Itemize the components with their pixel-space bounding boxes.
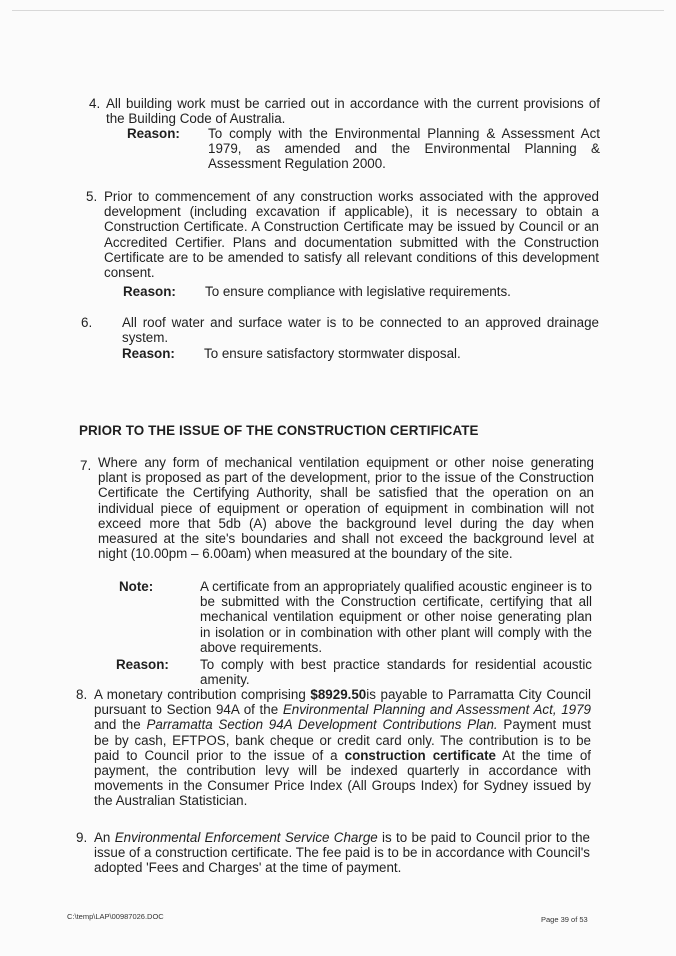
contribution-amount: $8929.50 (310, 687, 367, 702)
top-divider (12, 10, 664, 11)
condition-6-reason-text: To ensure satisfactory stormwater disposal. (204, 346, 461, 361)
condition-5-reason-text: To ensure compliance with legislative requirements. (205, 284, 511, 299)
condition-8-text-3: and the (94, 717, 147, 733)
condition-9-text (94, 830, 590, 876)
condition-7-note-text: A certificate from an appropriately qualified acoustic engineer is to be submitted with the Construction certificate, certifying that all mechanical ventilation equipment or other noise generating plan in isolation or in combination with other plant will comply with the above requirements. (200, 579, 592, 655)
plan-name: Parramatta Section 94A Development Contributions Plan. (146, 717, 498, 733)
condition-8-text-5: At the time of payment, the contribution levy will be indexed quarterly in accordance with movements in the Consumer Price Index (All Groups Index) for Sydney issued by the Australian Statistician. (94, 747, 591, 809)
condition-6-reason-label: Reason: (122, 346, 175, 361)
charge-name: Environmental Enforcement Service Charge (114, 830, 378, 845)
condition-4-text: All building work must be carried out in accordance with the current provisions of the Building Code of Australia. (106, 96, 600, 127)
condition-5-number: 5. (86, 189, 98, 204)
condition-9-number: 9. (76, 830, 88, 845)
condition-6-number: 6. (81, 315, 93, 330)
footer-page-number: Page 39 of 53 (541, 915, 588, 924)
condition-7-number: 7. (80, 458, 92, 473)
condition-5-text: Prior to commencement of any construction works associated with the approved development (including excavation if applicable), it is necessary to obtain a Construction Certificate. A Construction Certificate may be issued by Council or an Accredited Certifier. Plans and documentation submitted with the Construction Certificate are to be amended to satisfy all relevant conditions of this development consent. (104, 189, 599, 281)
condition-8-number: 8. (76, 687, 88, 702)
condition-7-reason-label: Reason: (116, 657, 169, 672)
condition-4-reason-label: Reason: (127, 126, 180, 141)
section-heading: PRIOR TO THE ISSUE OF THE CONSTRUCTION CERTIFICATE (79, 423, 479, 438)
condition-8-text-2: is payable to Parramatta City Council pursuant to Section 94A of the (94, 687, 591, 718)
condition-8-text-1: A monetary contribution comprising (94, 687, 311, 702)
condition-5-reason-label: Reason: (123, 284, 176, 299)
construction-certificate-term: construction certificate (344, 747, 496, 763)
condition-7-text: Where any form of mechanical ventilation equipment or other noise generating plant is proposed as part of the development, prior to the issue of the Construction Certificate the Certifying Authority, shall be satisfied that the operation on an individual piece of equipment or operation of equipment in combination will not exceed more that 5db (A) above the background level during the day when measured at the site's boundaries and shall not exceed the background level at night (10.00pm – 6.00am) when measured at the boundary of the site. (98, 455, 594, 562)
condition-9-text-1: An (94, 830, 115, 845)
condition-6-text: All roof water and surface water is to be connected to an approved drainage system. (122, 315, 599, 346)
condition-4-number: 4. (89, 96, 101, 111)
condition-7-reason-text: To comply with best practice standards for residential acoustic amenity. (200, 657, 592, 688)
act-name: Environmental Planning and Assessment Act, 1979 (282, 702, 591, 718)
condition-9-text-2: is to be paid to Council prior to the issue of a construction certificate. The fee paid is to be in accordance with Council's adopted 'Fees and Charges' at the time of payment. (94, 830, 590, 876)
condition-8-text-4: Payment must be by cash, EFTPOS, bank cheque or credit card only. The contribution is to be paid to Council prior to the issue of a (94, 717, 591, 763)
condition-7-note-label: Note: (119, 579, 154, 594)
condition-8-text (94, 687, 591, 809)
condition-4-reason-text: To comply with the Environmental Planning & Assessment Act 1979, as amended and the Environmental Planning & Assessment Regulation 2000. (208, 126, 600, 172)
footer-file-path: C:\temp\LAP\00987026.DOC (67, 912, 164, 921)
